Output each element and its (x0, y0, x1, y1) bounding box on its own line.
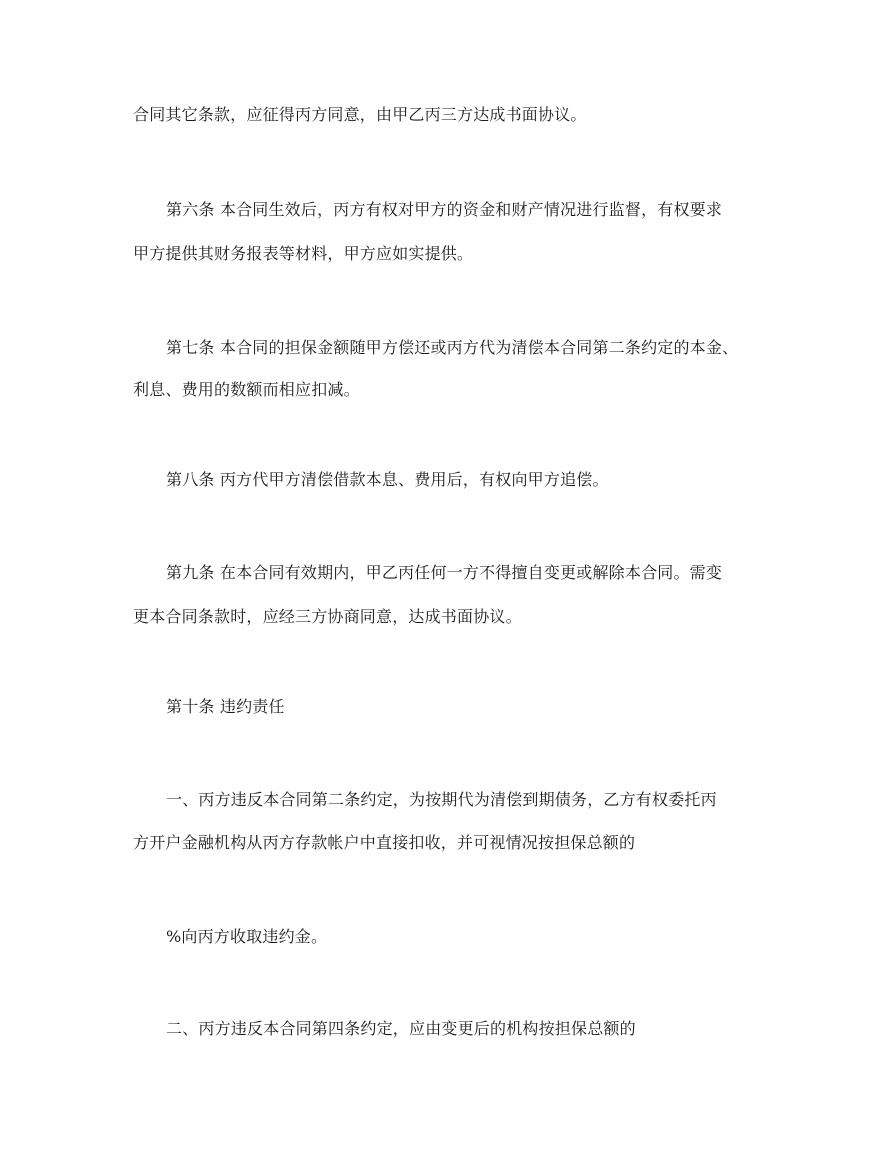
paragraph-line: 合同其它条款，应征得丙方同意，由甲乙丙三方达成书面协议。 (133, 105, 587, 124)
clause-1-line-3: %向丙方收取违约金。 (166, 927, 328, 946)
clause-1-line-2: 方开户金融机构从丙方存款帐户中直接扣收，并可视情况按担保总额的 (133, 833, 636, 852)
article-7-line-2: 利息、费用的数额而相应扣减。 (133, 380, 360, 399)
clause-1-line-1: 一、丙方违反本合同第二条约定，为按期代为清偿到期债务，乙方有权委托丙 (166, 790, 717, 809)
article-6-line-1: 第六条 本合同生效后，丙方有权对甲方的资金和财产情况进行监督，有权要求 (166, 200, 723, 219)
article-6-line-2: 甲方提供其财务报表等材料，甲方应如实提供。 (133, 244, 474, 263)
article-9-line-1: 第九条 在本合同有效期内，甲乙丙任何一方不得擅自变更或解除本合同。需变 (166, 563, 723, 582)
article-8-line: 第八条 丙方代甲方清偿借款本息、费用后，有权向甲方追偿。 (166, 470, 609, 489)
article-9-line-2: 更本合同条款时，应经三方协商同意，达成书面协议。 (133, 607, 522, 626)
article-7-line-1: 第七条 本合同的担保金额随甲方偿还或丙方代为清偿本合同第二条约定的本金、 (166, 338, 739, 357)
article-10-heading: 第十条 违约责任 (166, 697, 285, 716)
clause-2-line-1: 二、丙方违反本合同第四条约定，应由变更后的机构按担保总额的 (166, 1019, 636, 1038)
